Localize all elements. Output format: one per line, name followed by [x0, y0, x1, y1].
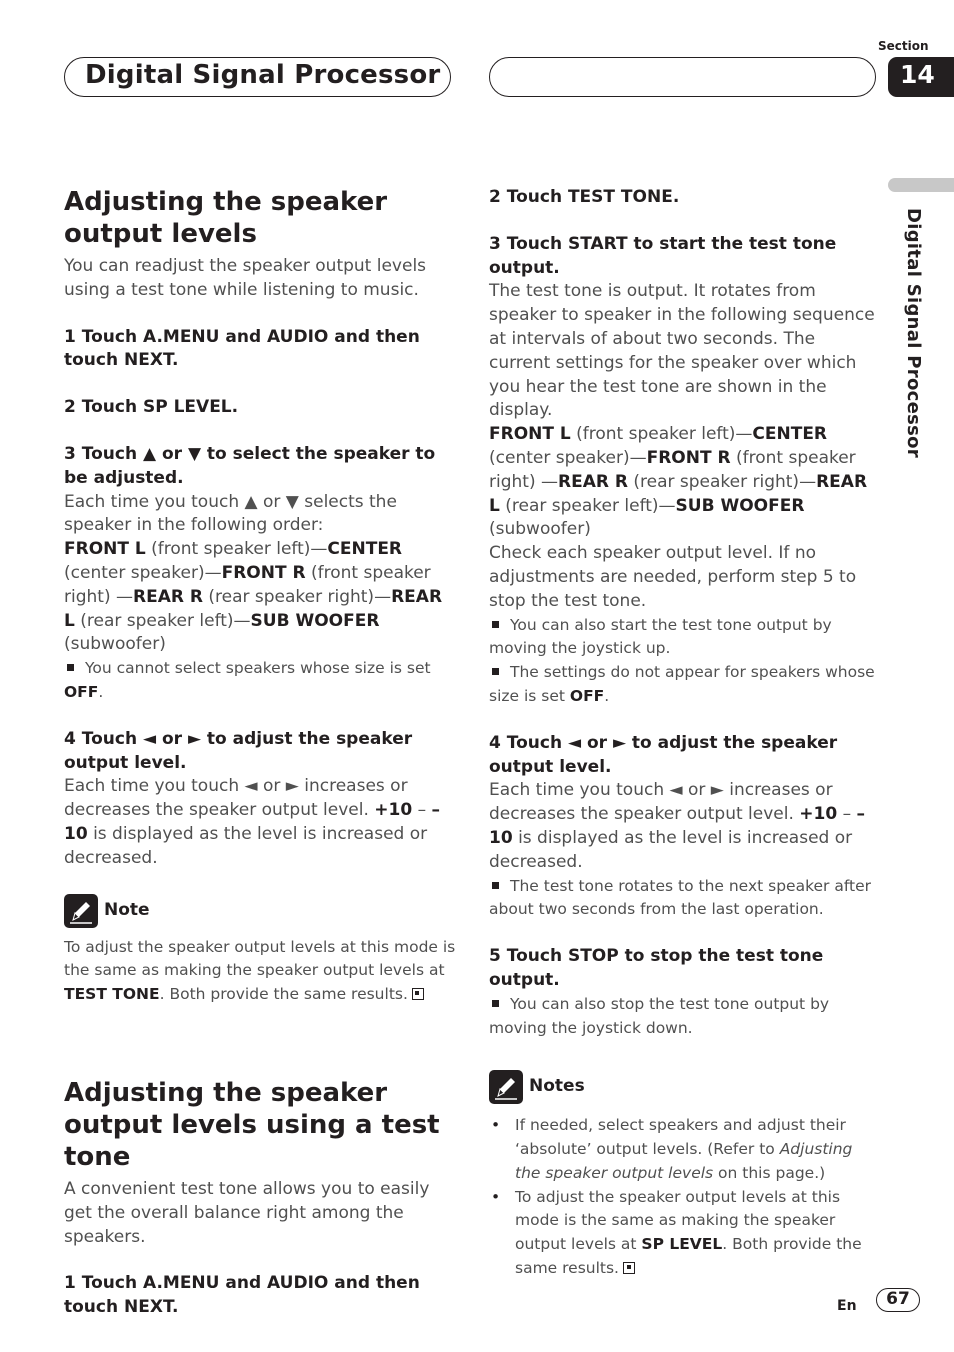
section-label: Section: [878, 39, 929, 53]
seq-front-l: FRONT L: [64, 539, 146, 560]
step-3-test-tone: 3 Touch START to start the test tone output.: [489, 233, 837, 278]
seq-rear-l: REAR L: [64, 586, 443, 631]
notes-item-1: • If needed, select speakers and adjust their ‘absolute’ output levels. (Refer to Adjusting the speaker output levels on this page.): [489, 1114, 881, 1185]
header-title-pill: [64, 57, 451, 97]
seq-rear-r: REAR R: [132, 586, 203, 607]
left-column: [64, 186, 456, 1320]
intro-paragraph-2: A convenient test tone allows you to easily get the overall balance right among the speakers.: [64, 1178, 430, 1247]
test-tone-sequence: FRONT L (front speaker left)—CENTER (center speaker)—FRONT R (front speaker right) —REAR R (rear speaker right)—REAR L (rear speaker left)—SUB WOOFER (subwoofer): [489, 424, 868, 540]
heading-adjusting-speaker-output-levels: Adjusting the speaker output levels: [64, 187, 388, 249]
square-bullet-icon: [492, 621, 499, 628]
notes-list: [489, 1114, 881, 1281]
section-number: 14: [900, 60, 935, 89]
step-4: 4 Touch ◄ or ► to adjust the speaker output level.: [64, 728, 413, 773]
step-3: 3 Touch ▲ or ▼ to select the speaker to be adjusted.: [64, 443, 436, 488]
header-empty-pill: [489, 57, 876, 97]
step-5: 5 Touch STOP to stop the test tone output.: [489, 946, 824, 990]
right-column: [489, 186, 881, 1281]
notes-item-2: • To adjust the speaker output levels at this mode is the same as making the speaker output levels at SP LEVEL. Both provide the same results.: [489, 1186, 881, 1281]
side-tab-marker: [888, 178, 954, 192]
step-3-test-tone-body: The test tone is output. It rotates from speaker to speaker in the following sequence at intervals of about two seconds. The current settings for the speaker over which you hear the test tone are shown in the display.: [489, 281, 875, 421]
step-4-body: Each time you touch ◄ or ► increases or decreases the speaker output level. +10 – –10 is displayed as the level is increased or decreased.: [64, 776, 441, 868]
seq-sub-woofer: SUB WOOFER: [250, 610, 380, 631]
seq-rear-r-desc: (rear speaker right)—: [202, 586, 392, 607]
pencil-note-icon: [64, 894, 98, 928]
heading-adjusting-using-test-tone: Adjusting the speaker output levels using a test tone: [64, 1077, 440, 1172]
step-4-test-tone: 4 Touch ◄ or ► to adjust the speaker output level.: [489, 732, 838, 777]
square-bullet-icon: [492, 1000, 499, 1007]
step-1-test-tone: 1 Touch A.MENU and AUDIO and then touch NEXT.: [64, 1273, 420, 1318]
notes-header: [489, 1070, 881, 1104]
note-header: [64, 894, 456, 928]
seq-center: CENTER: [327, 539, 403, 560]
step-5-bullet: You can also stop the test tone output by moving the joystick down.: [489, 994, 830, 1037]
end-mark-icon: [412, 988, 424, 1000]
pencil-note-icon: [489, 1070, 523, 1104]
notes-label: Notes: [529, 1076, 585, 1097]
step-3-body: [64, 491, 456, 658]
step-1: 1 Touch A.MENU and AUDIO and then touch NEXT.: [64, 326, 420, 371]
step-2-test-tone: 2 Touch TEST TONE.: [489, 187, 680, 207]
section-number-box: [888, 57, 954, 97]
square-bullet-icon: [492, 882, 499, 889]
step-3-bullet-1: You can also start the test tone output by moving the joystick up.: [489, 615, 832, 658]
step-4-bullet: The test tone rotates to the next speaker after about two seconds from the last operation.: [489, 876, 871, 919]
step-2: 2 Touch SP LEVEL.: [64, 397, 239, 418]
note-label: Note: [104, 899, 150, 920]
seq-rear-l-desc: (rear speaker left)—: [74, 610, 251, 631]
seq-center-desc: (center speaker)—: [64, 562, 222, 583]
step-3-text: Each time you touch ▲ or ▼ selects the speaker in the following order:: [64, 491, 397, 536]
intro-paragraph: You can readjust the speaker output levels using a test tone while listening to music.: [64, 256, 427, 300]
square-bullet-icon: [67, 664, 74, 671]
step-3-check-text: Check each speaker output level. If no adjustments are needed, perform step 5 to stop the test tone.: [489, 543, 857, 611]
seq-front-r: FRONT R: [221, 562, 306, 583]
language-label: En: [837, 1298, 857, 1314]
cross-reference: Adjusting the speaker output levels: [515, 1140, 853, 1182]
header-title: Digital Signal Processor: [85, 60, 441, 90]
seq-front-r-desc: (front speaker right) —: [64, 562, 431, 607]
step-3-bullet: You cannot select speakers whose size is set OFF.: [64, 659, 431, 701]
seq-sub-woofer-desc: (subwoofer): [64, 634, 166, 655]
seq-front-l-desc: (front speaker left)—: [145, 539, 328, 560]
note-text: To adjust the speaker output levels at this mode is the same as making the speaker output levels at TEST TONE. Both provide the same results.: [64, 937, 456, 1004]
step-3-bullet-2: The settings do not appear for speakers whose size is set OFF.: [489, 663, 875, 705]
end-mark-icon: [623, 1262, 635, 1274]
side-section-label: Digital Signal Processor: [903, 208, 924, 458]
step-4-test-tone-body: Each time you touch ◄ or ► increases or decreases the speaker output level. +10 – –10 is displayed as the level is increased or decreased.: [489, 780, 866, 872]
square-bullet-icon: [492, 668, 499, 675]
page-number: 67: [876, 1288, 920, 1312]
